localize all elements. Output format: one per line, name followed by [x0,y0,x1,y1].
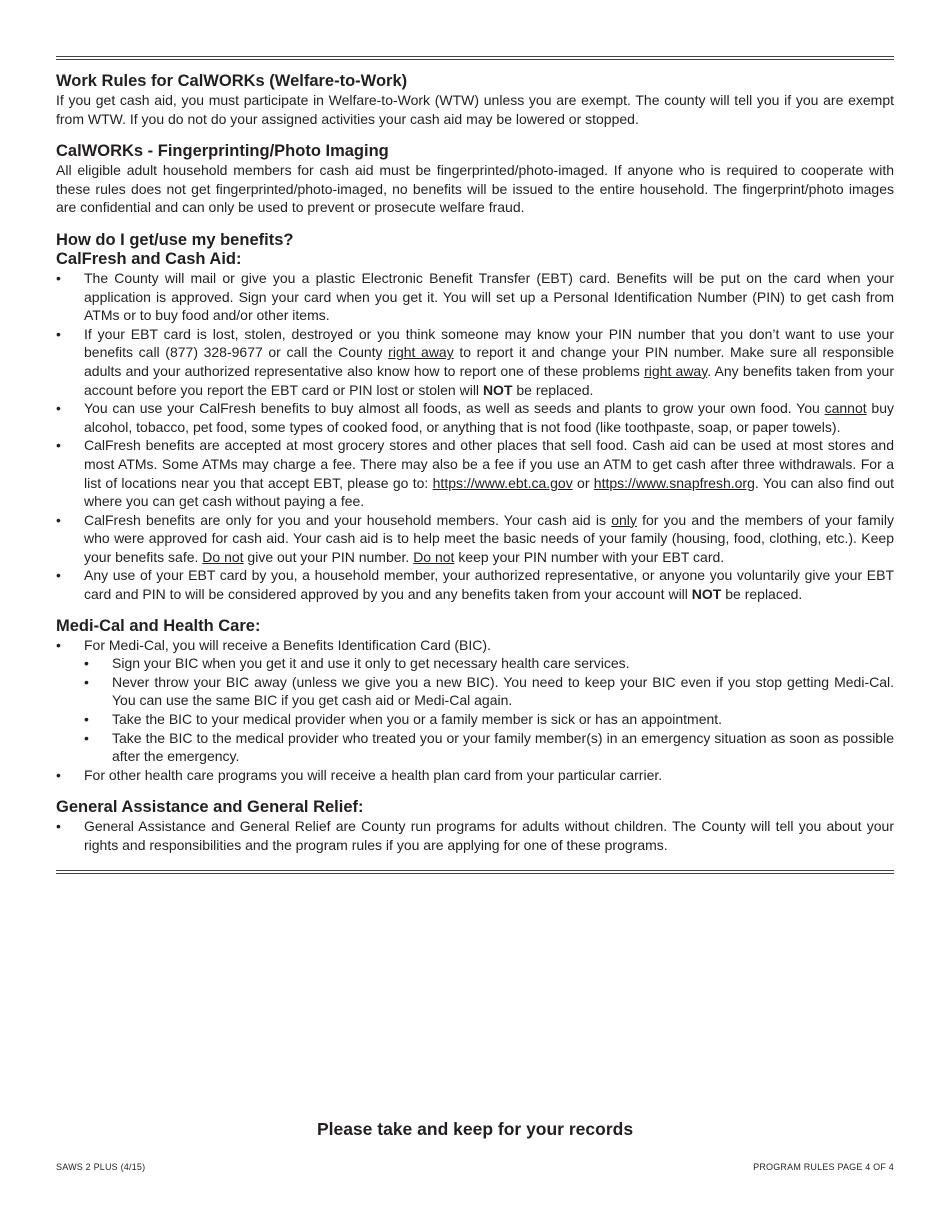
bullet: • [56,766,61,783]
list-item: • For other health care programs you will receive a health plan card from your particular carrier. [56,766,663,783]
bullet: • [56,818,61,835]
bullet: • [84,655,89,672]
work-rules-section [56,72,894,128]
emphasis-underline: Do not [413,548,455,565]
emphasis-bold: NOT [482,381,513,398]
bottom-divider [56,870,894,874]
medical-heading: Medi-Cal and Health Care: [56,616,261,635]
general-assistance-heading: General Assistance and General Relief: [56,798,364,817]
emphasis-underline: right away [644,362,708,379]
bullet: • [56,400,61,417]
top-divider [56,56,894,60]
list-item: • CalFresh benefits are accepted at most grocery stores and other places that sell food. Cash aid can be used at most stores and most ATMs. Some ATMs may charge a fee. There may also be a fee if you use an ATM to get cash after three withdrawals. For a list of locations near you that accept EBT, please go to: https://www.ebt.ca.gov or https://www.snapfresh.org. You can also find out where you can get cash without paying a fee. [56,437,894,510]
list-item: • You can use your CalFresh benefits to buy almost all foods, as well as seeds and plants to grow your own food. You cannot buy alcohol, tobacco, pet food, some types of cooked food, or anything that is not food (like toothpaste, soap, or paper towels). [56,400,894,435]
medical-list [56,636,894,655]
list-item: • CalFresh benefits are only for you and your household members. Your cash aid is only for you and the members of your family who were approved for cash aid. Your cash aid is to help meet the basic needs of your family (housing, food, clothing, etc.). Keep your benefits safe. Do not give out your PIN number. Do not keep your PIN number with your EBT card. [56,511,894,565]
benefits-section [56,231,894,604]
list-item: • Any use of your EBT card by you, a household member, your authorized representative, or anyone you voluntarily give your EBT card and PIN to will be considered approved by you and any benefits taken from your account will NOT be replaced. [56,567,894,603]
general-assistance-section [56,798,894,854]
fingerprinting-section [56,142,894,217]
emphasis-underline: Do not [202,548,244,565]
medical-list-2 [56,766,894,785]
list-item: • If your EBT card is lost, stolen, destroyed or you think someone may know your PIN number that you don’t want to use your benefits call (877) 328-9677 or call the County right away to report it and change your PIN number. Make sure all responsible adults and your authorized representative also know how to report one of these problems right away. Any benefits taken from your account before you report the EBT card or PIN lost or stolen will NOT be replaced. [56,325,894,398]
bullet: • [84,673,89,690]
list-item: • General Assistance and General Relief are County run programs for adults without children. The County will tell you about your rights and responsibilities and the program rules if you are applying for one of these programs. [56,818,894,853]
footer-title: Please take and keep for your records [316,1119,634,1139]
bullet: • [56,511,61,528]
list-item: • Take the BIC to the medical provider who treated you or your family member(s) in an emergency situation as soon as possible after the emergency. [84,729,894,765]
form-id: SAWS 2 PLUS (4/15) [56,1162,146,1172]
bullet: • [56,325,61,342]
work-rules-body: If you get cash aid, you must participate in Welfare-to-Work (WTW) unless you are exempt. The county will tell you if you are exempt from WTW. If you do not do your assigned activities your cash aid may be lowered or stopped. [56,92,894,127]
document-page [56,56,894,874]
benefits-heading: How do I get/use my benefits? [56,230,294,249]
emphasis-underline: cannot [824,400,867,417]
work-rules-heading: Work Rules for CalWORKs (Welfare-to-Work) [56,72,408,90]
page-label: PROGRAM RULES PAGE 4 OF 4 [753,1162,894,1172]
emphasis-bold: NOT [691,586,722,603]
emphasis-underline: right away [388,344,454,361]
list-item: • The County will mail or give you a plastic Electronic Benefit Transfer (EBT) card. Benefits will be put on the card when your application is approved. Sign your card when you get it. You will set up a Personal Identification Number (PIN) to get cash from ATMs or to buy food and/or other items. [56,269,894,324]
ebt-website-link[interactable]: https://www.ebt.ca.gov [432,474,573,491]
list-item: • Take the BIC to your medical provider when you or a family member is sick or has an appointment. [84,711,723,728]
bullet: • [84,711,89,728]
list-item: • Sign your BIC when you get it and use it only to get necessary health care services. [84,655,630,672]
bullet: • [56,269,61,286]
fingerprinting-heading: CalWORKs - Fingerprinting/Photo Imaging [56,142,389,161]
benefits-list [56,269,894,604]
bullet: • [56,567,61,584]
medical-sublist [84,654,894,766]
calfresh-subheading: CalFresh and Cash Aid: [56,249,242,268]
emphasis-underline: only [611,511,637,528]
fingerprinting-body: All eligible adult household members for cash aid must be fingerprinted/photo-imaged. If anyone who is required to cooperate with these rules does not get fingerprinted/photo-imaged, no benefits will be issued to the entire household. The fingerprint/photo images are confidential and can only be used to prevent or prosecute welfare fraud. [56,162,894,216]
bullet: • [56,636,61,653]
general-assistance-list [56,817,894,854]
bullet: • [84,729,89,746]
list-item: • For Medi-Cal, you will receive a Benefits Identification Card (BIC). [56,636,491,653]
medical-section [56,617,894,785]
list-item: • Never throw your BIC away (unless we give you a new BIC). You need to keep your BIC even if you stop getting Medi-Cal. You can use the same BIC if you get cash aid or Medi-Cal again. [84,673,894,709]
snapfresh-website-link[interactable]: https://www.snapfresh.org [593,474,755,491]
bullet: • [56,437,61,454]
